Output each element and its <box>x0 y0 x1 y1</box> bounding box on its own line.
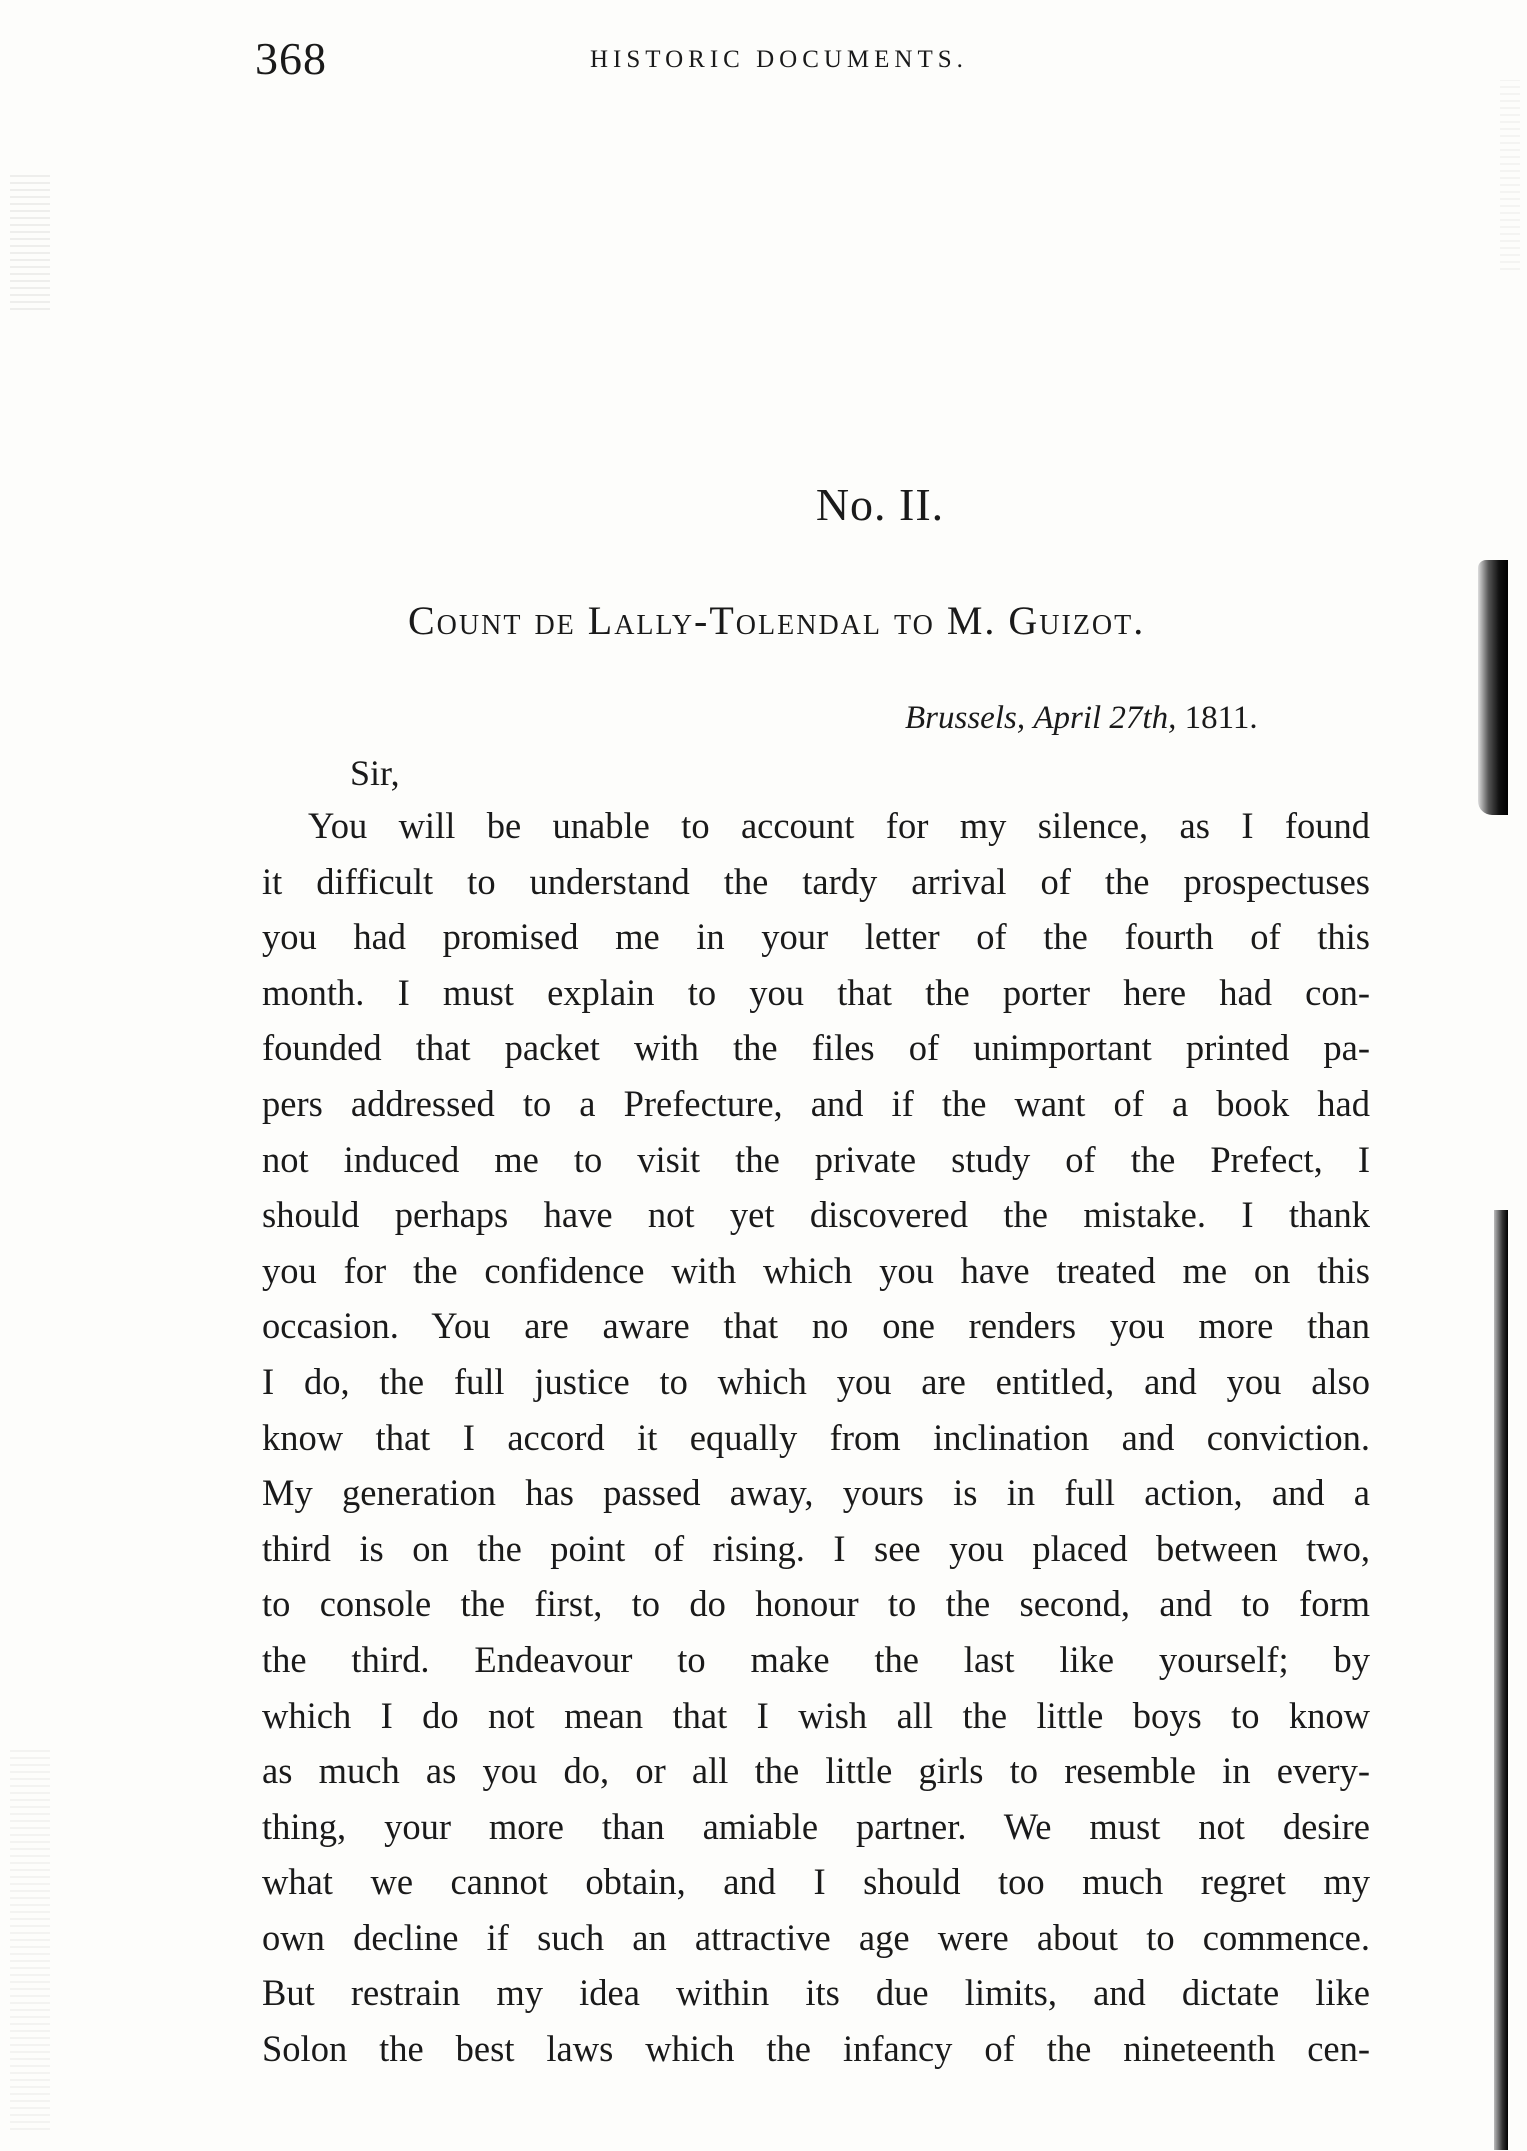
letter-body <box>262 798 1370 2077</box>
running-title: HISTORIC DOCUMENTS. <box>590 46 968 73</box>
scan-edge-shadow <box>1478 560 1508 815</box>
text-line: not induced me to visit the private study of the Prefect, I <box>262 1138 1370 1180</box>
dateline-date: April 27th, <box>1033 700 1177 736</box>
text-line: it difficult to understand the tardy arrival of the prospectuses <box>262 860 1370 902</box>
text-line: occasion. You are aware that no one renders you more than <box>262 1305 1370 1347</box>
text-line: third is on the point of rising. I see you placed between two, <box>262 1527 1370 1569</box>
text-line: the third. Endeavour to make the last like yourself; by <box>262 1638 1370 1680</box>
text-line: you for the confidence with which you have treated me on this <box>262 1249 1370 1291</box>
dateline-place: Brussels, <box>905 700 1026 736</box>
scan-speckle <box>10 170 50 310</box>
text-line: which I do not mean that I wish all the little boys to know <box>262 1694 1370 1736</box>
scan-speckle <box>10 1750 50 2130</box>
text-line: as much as you do, or all the little girls to resemble in every- <box>262 1750 1370 1792</box>
text-line: pers addressed to a Prefecture, and if the want of a book had <box>262 1082 1370 1124</box>
text-line: what we cannot obtain, and I should too much regret my <box>262 1861 1370 1903</box>
text-line: own decline if such an attractive age were about to commence. <box>262 1916 1370 1958</box>
document-number: No. II. <box>815 479 945 530</box>
text-line: should perhaps have not yet discovered the mistake. I thank <box>262 1194 1370 1236</box>
text-line: to console the first, to do honour to the second, and to form <box>262 1583 1370 1625</box>
text-line: I do, the full justice to which you are entitled, and you also <box>262 1360 1370 1402</box>
text-line: know that I accord it equally from inclination and conviction. <box>262 1416 1370 1458</box>
dateline-year: 1811. <box>1184 700 1258 736</box>
text-line: month. I must explain to you that the porter here had con- <box>262 971 1370 1013</box>
salutation: Sir, <box>350 753 400 793</box>
text-line: founded that packet with the files of unimportant printed pa- <box>262 1027 1370 1069</box>
text-line: Solon the best laws which the infancy of the nineteenth cen- <box>262 2028 1370 2070</box>
document-heading: Count de Lally-Tolendal to M. Guizot. <box>408 598 1146 643</box>
scan-speckle <box>1500 80 1520 270</box>
text-line: you had promised me in your letter of the fourth of this <box>262 916 1370 958</box>
text-line: My generation has passed away, yours is in full action, and a <box>262 1472 1370 1514</box>
text-line: thing, your more than amiable partner. We must not desire <box>262 1805 1370 1847</box>
dateline <box>905 700 1258 737</box>
page-number: 368 <box>255 33 327 84</box>
text-line: But restrain my idea within its due limits, and dictate like <box>262 1972 1370 2014</box>
running-head <box>255 32 1375 92</box>
scan-edge-shadow <box>1494 1210 1508 2150</box>
text-line: You will be unable to account for my silence, as I found <box>308 805 1370 846</box>
